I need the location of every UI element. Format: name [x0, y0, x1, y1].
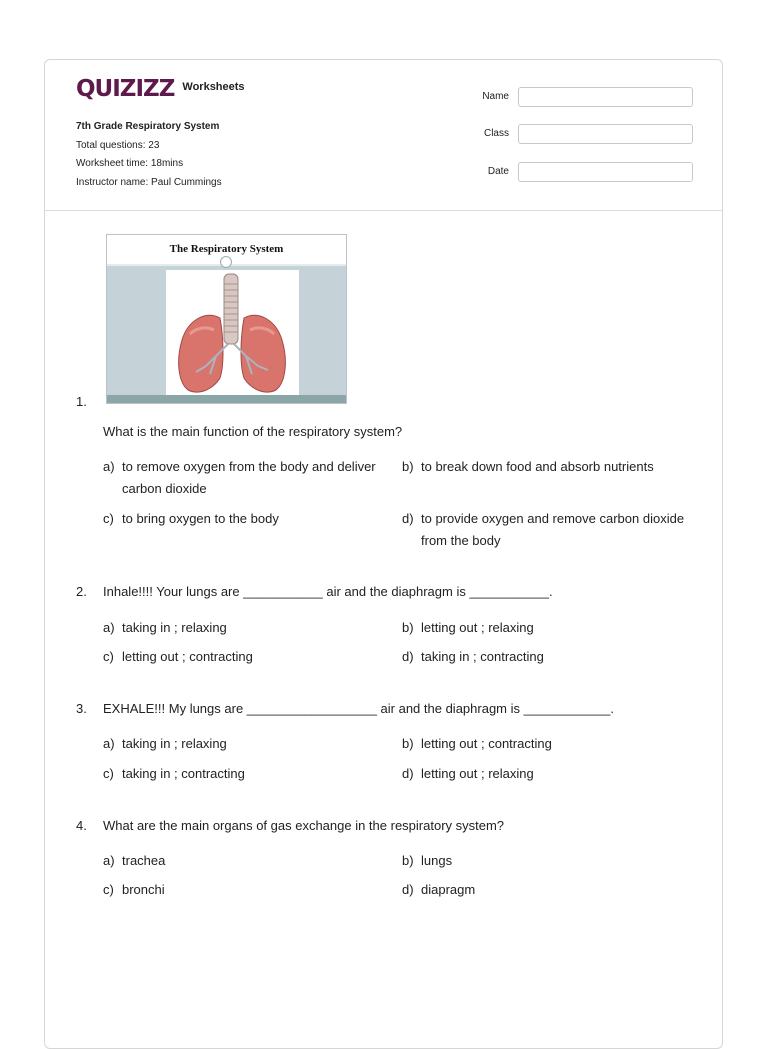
option-letter: d)	[402, 511, 414, 526]
question-1-option-d[interactable]	[402, 508, 702, 552]
name-label: Name	[482, 91, 509, 102]
option-letter: d)	[402, 766, 414, 781]
worksheet-time: Worksheet time: 18mins	[76, 158, 184, 169]
worksheet-meta	[76, 118, 222, 192]
option-letter: d)	[402, 649, 414, 664]
date-label: Date	[487, 166, 509, 177]
question-3-option-d[interactable]	[402, 763, 702, 785]
question-2-option-a[interactable]	[103, 617, 393, 639]
figure-title: The Respiratory System	[169, 243, 284, 255]
class-label: Class	[483, 128, 509, 139]
option-letter: c)	[103, 882, 114, 897]
question-4-number: 4.	[76, 818, 87, 833]
option-letter: a)	[103, 736, 115, 751]
option-text: trachea	[122, 853, 166, 868]
lungs-illustration	[166, 270, 299, 397]
worksheet-title: 7th Grade Respiratory System	[76, 121, 220, 132]
class-field[interactable]	[518, 124, 693, 144]
option-letter: b)	[402, 620, 414, 635]
option-text: letting out ; contracting	[122, 649, 253, 664]
question-1-number: 1.	[76, 394, 87, 409]
option-text: letting out ; relaxing	[421, 766, 534, 781]
question-3-number: 3.	[76, 701, 87, 716]
option-text: to provide oxygen and remove carbon dioxide from the body	[421, 511, 685, 548]
option-text: letting out ; contracting	[421, 736, 552, 751]
question-2-option-d[interactable]	[402, 646, 702, 668]
worksheet-header	[45, 60, 722, 211]
question-2-option-c[interactable]	[103, 646, 393, 668]
question-4-text: What are the main organs of gas exchange in the respiratory system?	[103, 818, 505, 833]
question-3-option-a[interactable]	[103, 733, 393, 755]
logo-subtitle: Worksheets	[182, 81, 245, 93]
option-text: to remove oxygen from the body and deliver carbon dioxide	[122, 459, 376, 496]
option-letter: a)	[103, 853, 115, 868]
option-text: taking in ; relaxing	[122, 620, 227, 635]
question-3-text: EXHALE!!! My lungs are __________________ air and the diaphragm is ____________.	[103, 701, 614, 716]
option-text: lungs	[421, 853, 453, 868]
question-1-option-b[interactable]	[402, 456, 702, 478]
option-text: letting out ; relaxing	[421, 620, 534, 635]
question-4-option-a[interactable]	[103, 850, 393, 872]
option-letter: c)	[103, 511, 114, 526]
option-letter: b)	[402, 853, 414, 868]
option-letter: c)	[103, 766, 114, 781]
logo-wordmark: QUIZIZZ	[76, 76, 175, 102]
option-letter: c)	[103, 649, 114, 664]
question-1-option-a[interactable]	[103, 456, 393, 500]
question-4-option-b[interactable]	[402, 850, 702, 872]
respiratory-system-figure	[106, 234, 347, 404]
option-text: taking in ; relaxing	[122, 736, 227, 751]
question-2-text: Inhale!!!! Your lungs are ___________ air and the diaphragm is ___________.	[103, 584, 553, 599]
question-2-number: 2.	[76, 584, 87, 599]
option-letter: b)	[402, 736, 414, 751]
lungs-icon	[166, 270, 299, 397]
option-letter: a)	[103, 620, 115, 635]
option-letter: a)	[103, 459, 115, 474]
option-text: to break down food and absorb nutrients	[421, 459, 654, 474]
instructor-name: Instructor name: Paul Cummings	[76, 176, 222, 188]
option-text: bronchi	[122, 882, 165, 897]
option-letter: b)	[402, 459, 414, 474]
figure-ring-icon	[220, 256, 232, 268]
option-text: diapragm	[421, 882, 476, 897]
question-3-option-b[interactable]	[402, 733, 702, 755]
option-letter: d)	[402, 882, 414, 897]
option-text: taking in ; contracting	[122, 766, 245, 781]
option-text: taking in ; contracting	[421, 649, 544, 664]
question-4-option-d[interactable]	[402, 879, 702, 901]
name-field[interactable]	[518, 87, 693, 107]
question-2-option-b[interactable]	[402, 617, 702, 639]
question-3-option-c[interactable]	[103, 763, 393, 785]
date-field[interactable]	[518, 162, 693, 182]
quizizz-logo	[76, 76, 245, 102]
question-1-text: What is the main function of the respiratory system?	[103, 424, 403, 439]
option-text: to bring oxygen to the body	[122, 511, 279, 526]
question-1-option-c[interactable]	[103, 508, 393, 530]
total-questions: Total questions: 23	[76, 139, 160, 151]
worksheet	[44, 59, 723, 1049]
question-4-option-c[interactable]	[103, 879, 393, 901]
